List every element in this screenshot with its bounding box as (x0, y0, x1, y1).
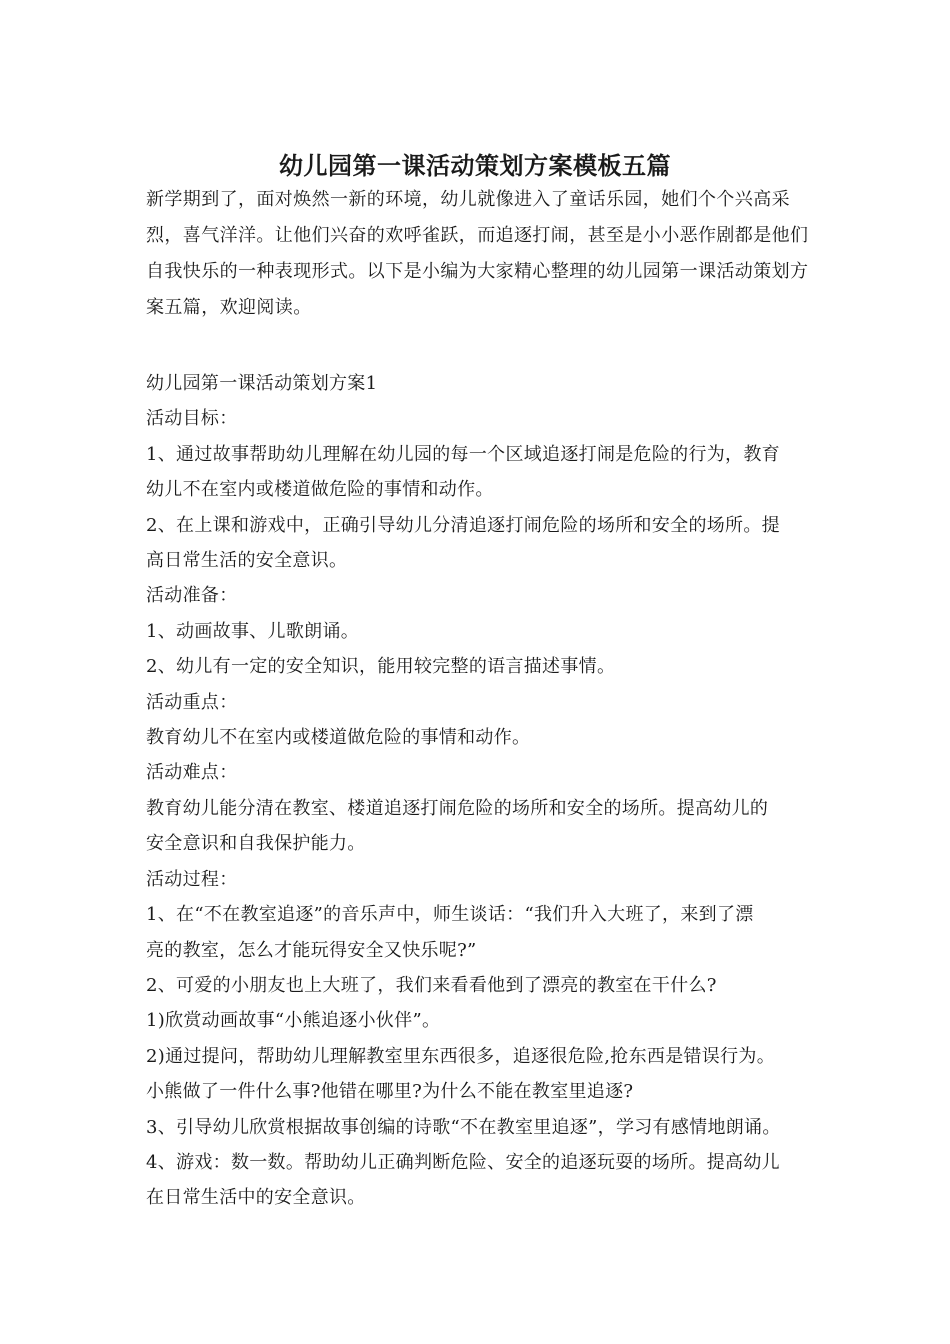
text-line: 在日常生活中的安全意识。 (146, 1187, 366, 1209)
text-line: 幼儿不在室内或楼道做危险的事情和动作。 (146, 479, 494, 501)
text-line: 1、通过故事帮助幼儿理解在幼儿园的每一个区域追逐打闹是危险的行为，教育 (146, 443, 780, 465)
text-line: 2、在上课和游戏中，正确引导幼儿分清追逐打闹危险的场所和安全的场所。提 (146, 514, 780, 536)
text-line: 安全意识和自我保护能力。 (146, 833, 366, 855)
subheading-key-points: 活动重点： (146, 691, 238, 713)
document-title: 幼儿园第一课活动策划方案模板五篇 (279, 151, 671, 181)
text-line: 高日常生活的安全意识。 (146, 550, 348, 572)
text-line: 3、引导幼儿欣赏根据故事创编的诗歌“不在教室里追逐”，学习有感情地朗诵。 (146, 1116, 781, 1138)
subheading-preparation: 活动准备： (146, 585, 238, 607)
subheading-process: 活动过程： (146, 868, 238, 890)
text-line: 1、动画故事、儿歌朗诵。 (146, 620, 360, 642)
text-line: 1、在“不在教室追逐”的音乐声中，师生谈话：“我们升入大班了，来到了漂 (146, 904, 754, 926)
text-line: 2、可爱的小朋友也上大班了，我们来看看他到了漂亮的教室在干什么? (146, 974, 717, 996)
plan-section-1 (146, 366, 816, 1216)
text-line: 教育幼儿能分清在教室、楼道追逐打闹危险的场所和安全的场所。提高幼儿的 (146, 797, 769, 819)
text-line: 2)通过提问，帮助幼儿理解教室里东西很多，追逐很危险,抢东西是错误行为。 (146, 1045, 775, 1067)
text-line: 4、游戏：数一数。帮助幼儿正确判断危险、安全的追逐玩耍的场所。提高幼儿 (146, 1151, 780, 1173)
text-line: 亮的教室，怎么才能玩得安全又快乐呢?” (146, 939, 477, 961)
subheading-difficulties: 活动难点： (146, 762, 238, 784)
text-line: 1)欣赏动画故事“小熊追逐小伙伴”。 (146, 1010, 441, 1032)
text-line: 教育幼儿不在室内或楼道做危险的事情和动作。 (146, 727, 531, 749)
subheading-goals: 活动目标： (146, 408, 238, 430)
section-heading: 幼儿园第一课活动策划方案1 (146, 373, 378, 394)
text-line: 2、幼儿有一定的安全知识，能用较完整的语言描述事情。 (146, 656, 616, 678)
intro-paragraph: 新学期到了，面对焕然一新的环境，幼儿就像进入了童话乐园，她们个个兴高采烈，喜气洋洋。让他们兴奋的欢呼雀跃，而追逐打闹，甚至是小小恶作剧都是他们自我快乐的一种表现形式。以下是小编为大家精心整理的幼儿园第一课活动策划方案五篇，欢迎阅读。 (146, 189, 809, 318)
text-line: 小熊做了一件什么事?他错在哪里?为什么不能在教室里追逐? (146, 1081, 634, 1103)
